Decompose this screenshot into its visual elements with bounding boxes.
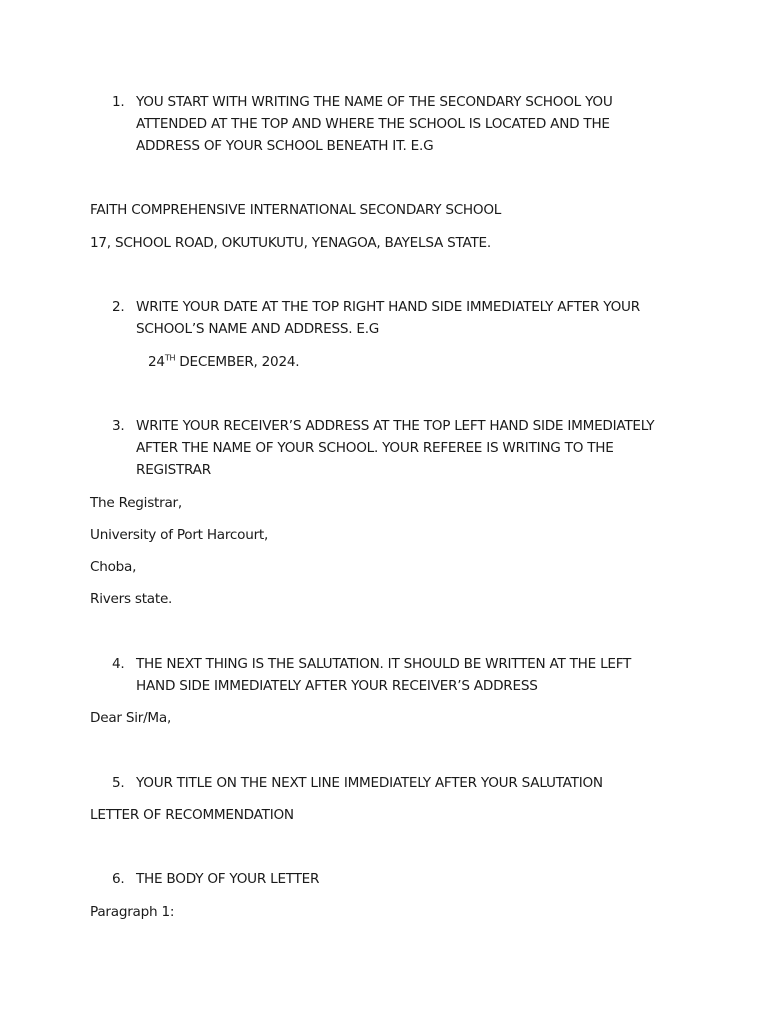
- list-item-3: [112, 415, 672, 481]
- list-item-2: [112, 296, 672, 340]
- school-name: FAITH COMPREHENSIVE INTERNATIONAL SECONDARY SCHOOL: [90, 202, 502, 218]
- paragraph-label: Paragraph 1:: [90, 904, 175, 920]
- school-address: 17, SCHOOL ROAD, OKUTUKUTU, YENAGOA, BAYELSA STATE.: [90, 235, 491, 251]
- date-line: [148, 351, 299, 373]
- list-number: 3.: [112, 418, 125, 434]
- list-item-4: [112, 653, 672, 697]
- list-text: WRITE YOUR RECEIVER’S ADDRESS AT THE TOP LEFT HAND SIDE IMMEDIATELY AFTER THE NAME OF YOUR SCHOOL. YOUR REFEREE IS WRITING TO THE REGISTRAR: [136, 418, 655, 478]
- list-text: YOUR TITLE ON THE NEXT LINE IMMEDIATELY AFTER YOUR SALUTATION: [136, 775, 603, 791]
- list-number: 4.: [112, 656, 125, 672]
- date-rest: DECEMBER, 2024.: [175, 354, 300, 370]
- list-item-1: [112, 91, 672, 157]
- list-item-5: [112, 772, 672, 794]
- letter-title: LETTER OF RECOMMENDATION: [90, 807, 294, 823]
- list-number: 1.: [112, 94, 125, 110]
- list-text: THE BODY OF YOUR LETTER: [136, 871, 320, 887]
- list-number: 5.: [112, 775, 125, 791]
- list-text: THE NEXT THING IS THE SALUTATION. IT SHOULD BE WRITTEN AT THE LEFT HAND SIDE IMMEDIATELY AFTER YOUR RECEIVER’S ADDRESS: [136, 656, 632, 694]
- date-day: 24: [148, 354, 165, 370]
- salutation: Dear Sir/Ma,: [90, 710, 172, 726]
- receiver-line-4: Rivers state.: [90, 591, 173, 607]
- list-number: 2.: [112, 299, 125, 315]
- receiver-line-1: The Registrar,: [90, 495, 182, 511]
- receiver-line-3: Choba,: [90, 559, 137, 575]
- receiver-line-2: University of Port Harcourt,: [90, 527, 269, 543]
- list-text: YOU START WITH WRITING THE NAME OF THE SECONDARY SCHOOL YOU ATTENDED AT THE TOP AND WHERE THE SCHOOL IS LOCATED AND THE ADDRESS OF YOUR SCHOOL BENEATH IT. E.G: [136, 94, 613, 154]
- date-suffix: TH: [164, 353, 176, 363]
- list-number: 6.: [112, 871, 125, 887]
- list-text: WRITE YOUR DATE AT THE TOP RIGHT HAND SIDE IMMEDIATELY AFTER YOUR SCHOOL’S NAME AND ADDRESS. E.G: [136, 299, 640, 337]
- list-item-6: [112, 868, 672, 890]
